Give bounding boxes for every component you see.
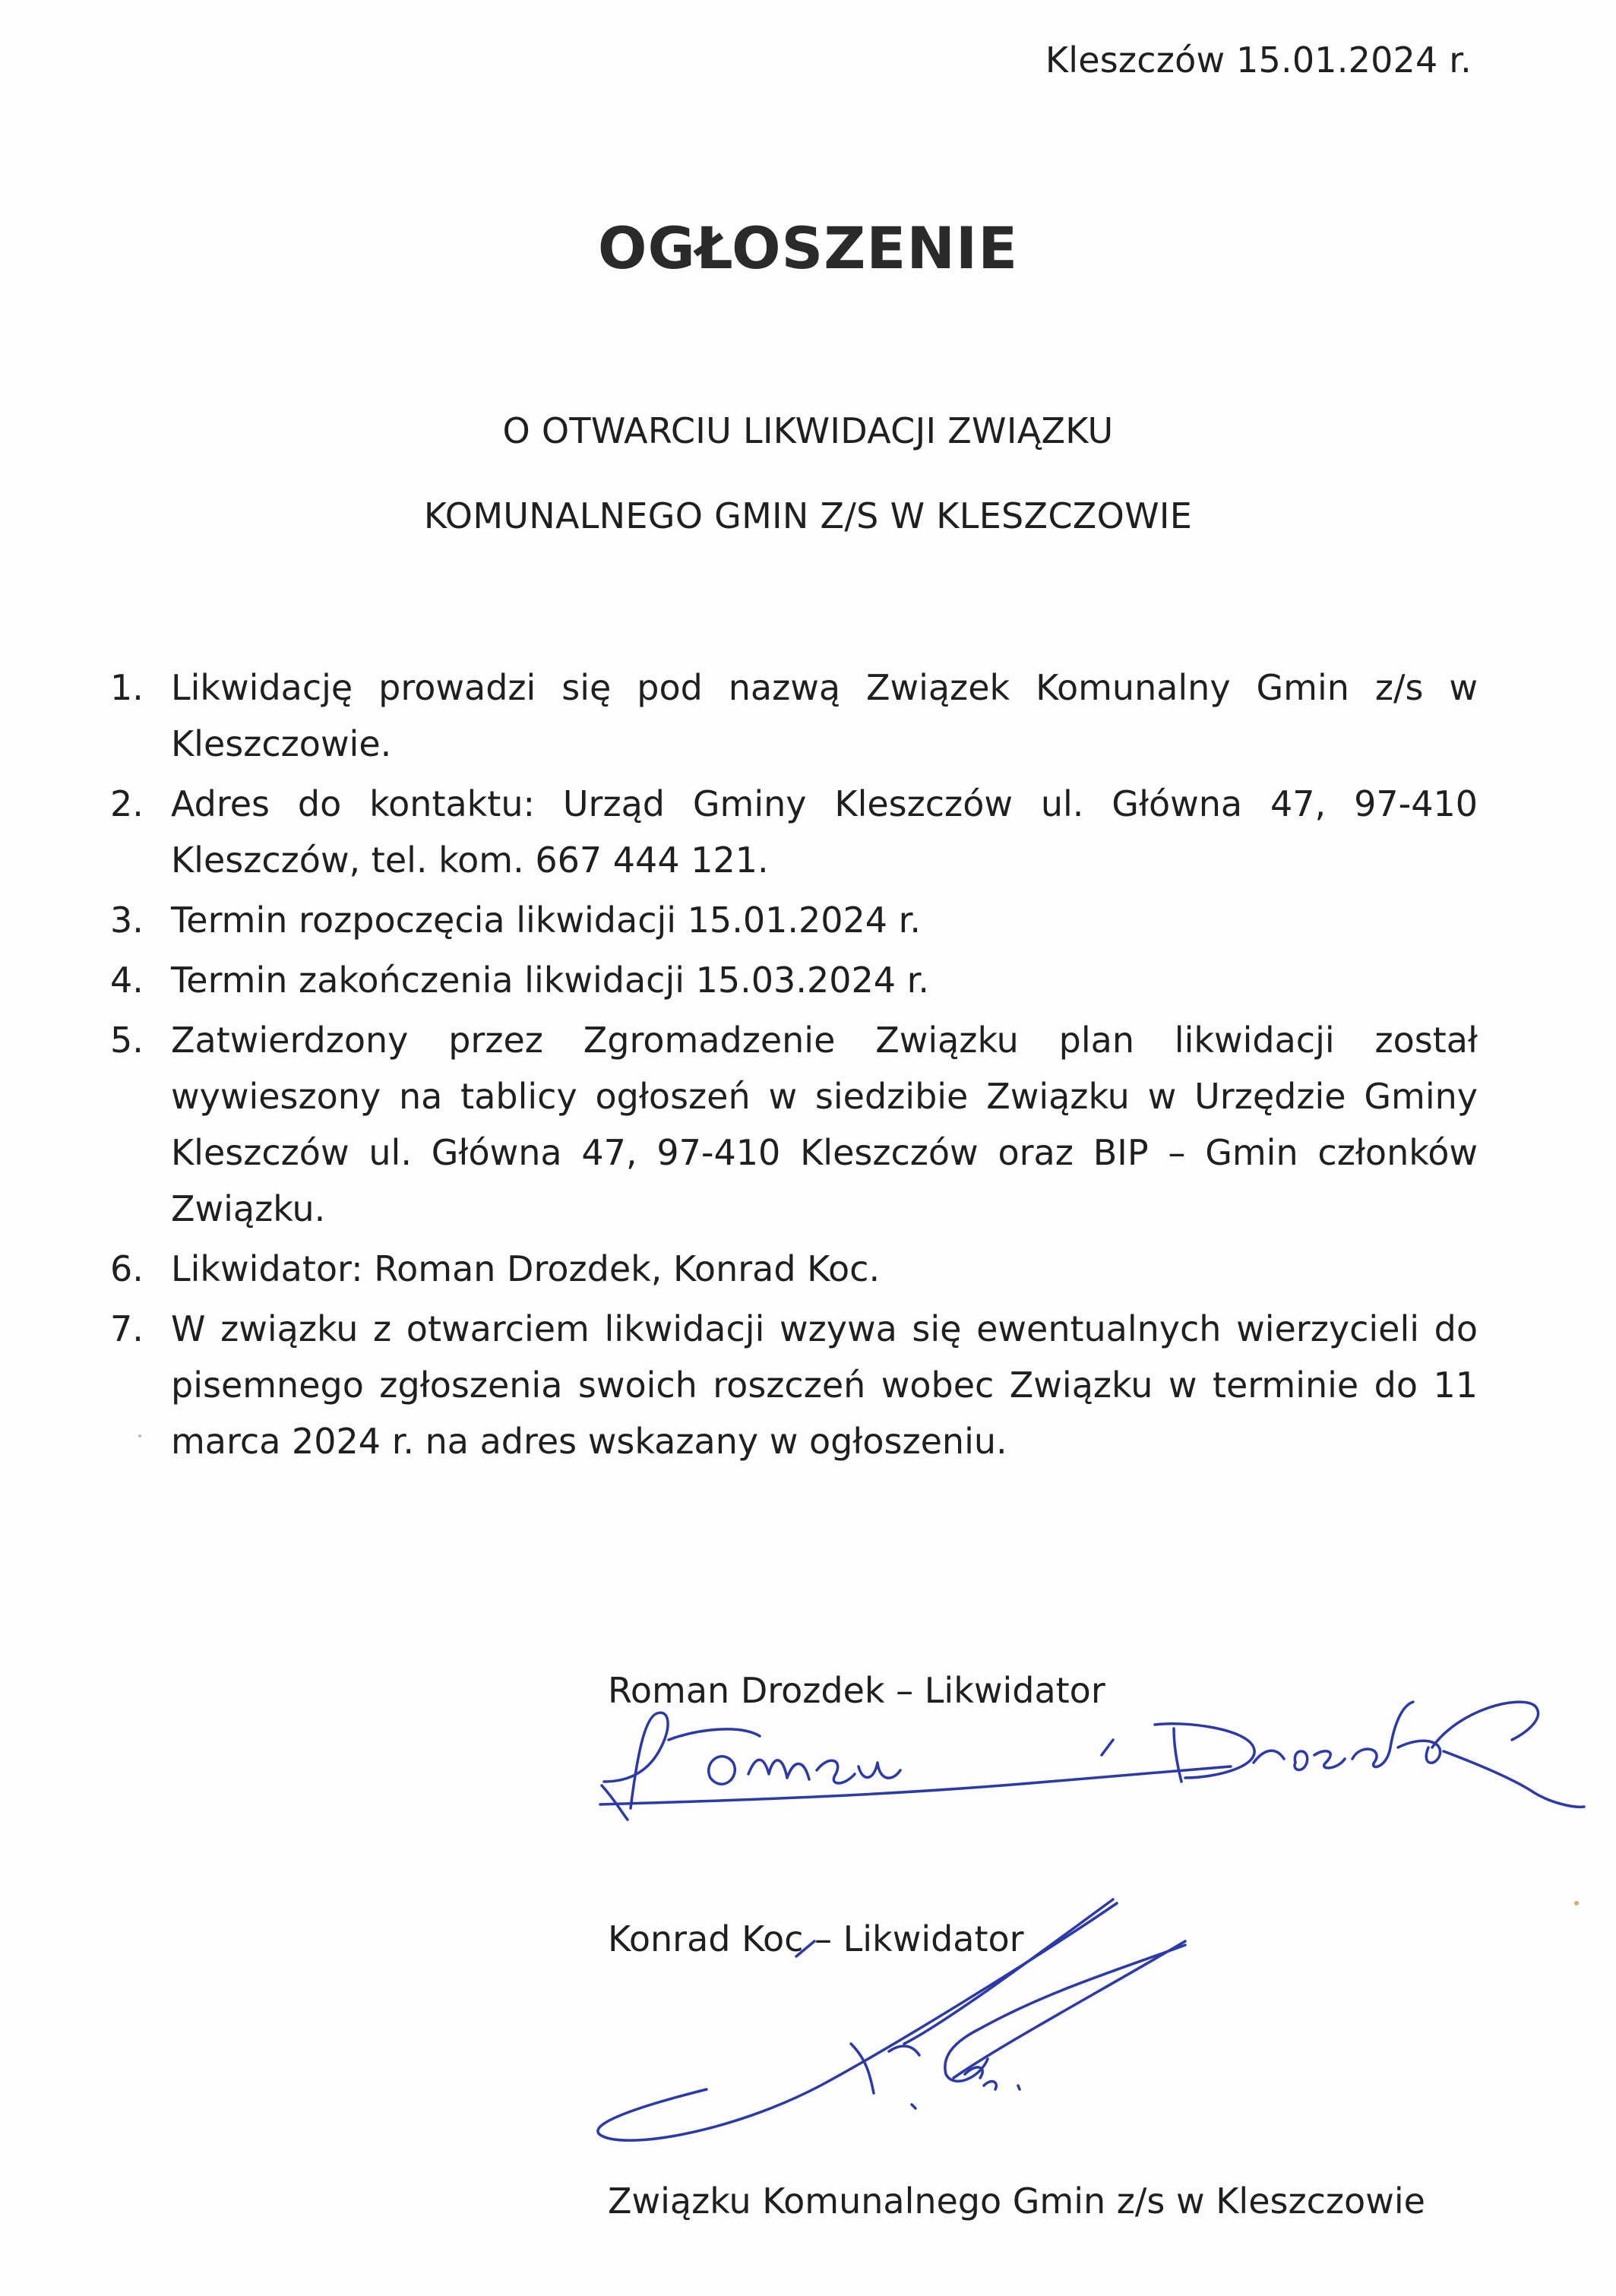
signature-label-roman-drozdek: Roman Drozdek – Likwidator xyxy=(608,1670,1105,1711)
document-date: Kleszczów 15.01.2024 r. xyxy=(1045,40,1472,81)
list-item-text: Likwidację prowadzi się pod nazwą Związek Komunalny Gmin z/s w Kleszczowie. xyxy=(171,667,1478,764)
list-item-number: 5. xyxy=(110,1020,144,1061)
list-item-text: W związku z otwarciem likwidacji wzywa się ewentualnych wierzycieli do pisemnego zgłoszenia swoich roszczeń wobec Związku w terminie do 11 marca 2024 r. na adres wskazany w ogłoszeniu. xyxy=(171,1308,1478,1462)
list-item-text: Termin zakończenia likwidacji 15.03.2024 r. xyxy=(171,960,929,1001)
subtitle-line-2: KOMUNALNEGO GMIN Z/S W KLESZCZOWIE xyxy=(423,495,1193,536)
organization-footer: Związku Komunalnego Gmin z/s w Kleszczowie xyxy=(608,2181,1425,2222)
list-item-text: Likwidator: Roman Drozdek, Konrad Koc. xyxy=(171,1248,881,1289)
subtitle-line-1: O OTWARCIU LIKWIDACJI ZWIĄZKU xyxy=(502,410,1114,451)
signature-konrad-koc xyxy=(598,1899,1185,2140)
list-item-number: 1. xyxy=(110,667,144,708)
list-item-number: 4. xyxy=(110,960,144,1001)
orange-mark xyxy=(1574,1901,1579,1905)
list-item-text: Adres do kontaktu: Urząd Gminy Kleszczów ul. Główna 47, 97-410 Kleszczów, tel. kom. 667 444 121. xyxy=(171,783,1478,881)
list-item-text: Zatwierdzony przez Zgromadzenie Związku plan likwidacji został wywieszony na tablicy ogłoszeń w siedzibie Związku w Urzędzie Gminy Kleszczów ul. Główna 47, 97-410 Kleszczów oraz BIP – Gmin członków Związku. xyxy=(171,1020,1478,1229)
signature-label-konrad-koc: Konrad Koc – Likwidator xyxy=(608,1918,1024,1959)
list-item-number: 3. xyxy=(110,900,144,941)
signature-roman-drozdek xyxy=(600,1702,1584,1820)
document-title: OGŁOSZENIE xyxy=(597,214,1019,282)
list-item-number: 7. xyxy=(110,1308,144,1349)
list-item-number: 6. xyxy=(110,1248,144,1289)
scan-speck xyxy=(138,1434,141,1437)
list-item-number: 2. xyxy=(110,783,144,824)
list-item-text: Termin rozpoczęcia likwidacji 15.01.2024 r. xyxy=(171,900,921,941)
